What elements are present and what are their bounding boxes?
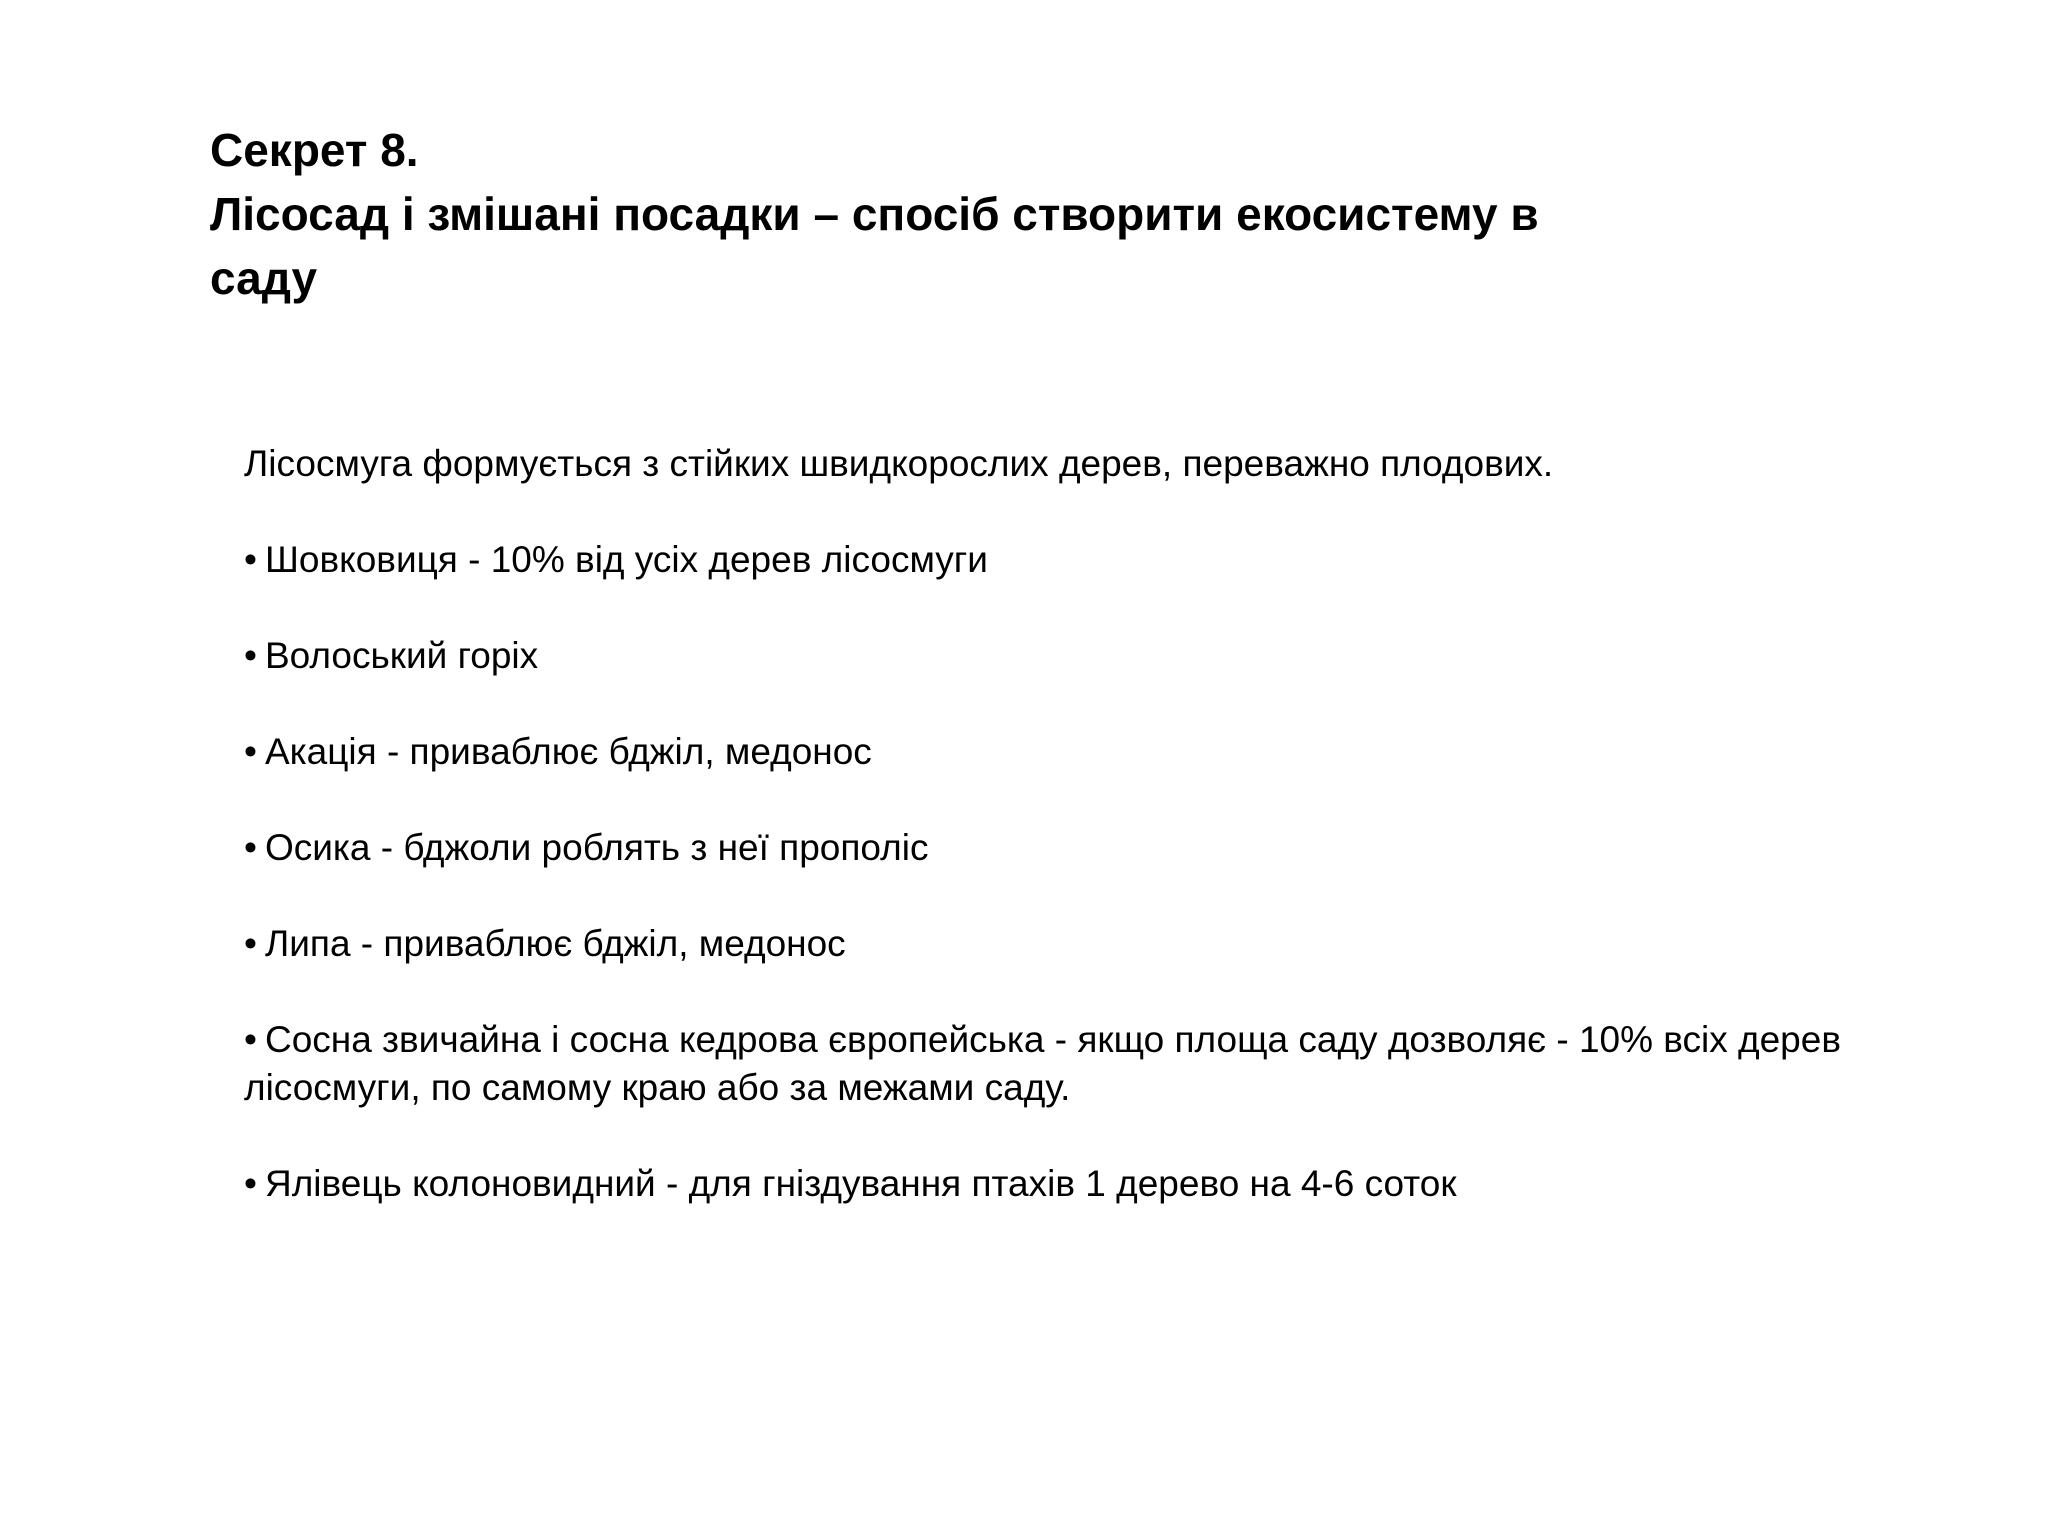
bullet-item-juniper [244, 1160, 1904, 1208]
bullet-marker: • [244, 923, 257, 964]
bullet-marker: • [244, 1019, 257, 1060]
bullet-text: Липа - приваблює бджіл, медонос [264, 923, 846, 964]
bullet-text: Осика - бджоли роблять з неї прополіс [264, 827, 929, 868]
title-line-2: Лісосад і змішані посадки – спосіб створити екосистему в [210, 188, 1539, 240]
bullet-text: Ялівець колоновидний - для гніздування птахів 1 дерево на 4-6 соток [264, 1163, 1457, 1204]
bullet-marker: • [244, 635, 257, 676]
bullet-text: Сосна звичайна і сосна кедрова європейська - якщо площа саду дозволяє - 10% всіх дерев лісосмуги, по самому краю або за межами саду. [244, 1019, 1841, 1108]
bullet-item-aspen [244, 824, 1904, 872]
bullet-marker: • [244, 827, 257, 868]
bullet-item-walnut [244, 632, 1904, 680]
bullet-item-mulberry [244, 536, 1904, 584]
bullet-item-pine [244, 1016, 1904, 1112]
bullet-text: Волоський горіх [264, 635, 539, 676]
bullet-marker: • [244, 731, 257, 772]
title-line-1: Секрет 8. [210, 124, 419, 176]
bullet-text: Акація - приваблює бджіл, медонос [264, 731, 872, 772]
bullet-item-linden [244, 920, 1904, 968]
intro-text: Лісосмуга формується з стійких швидкорослих дерев, переважно плодових. [244, 443, 1554, 484]
slide-title [210, 118, 1830, 310]
bullet-marker: • [244, 1163, 257, 1204]
slide-body [244, 440, 1904, 1256]
title-line-3: саду [210, 252, 318, 304]
bullet-text: Шовковиця - 10% від усіх дерев лісосмуги [264, 539, 988, 580]
bullet-item-acacia [244, 728, 1904, 776]
bullet-marker: • [244, 539, 257, 580]
